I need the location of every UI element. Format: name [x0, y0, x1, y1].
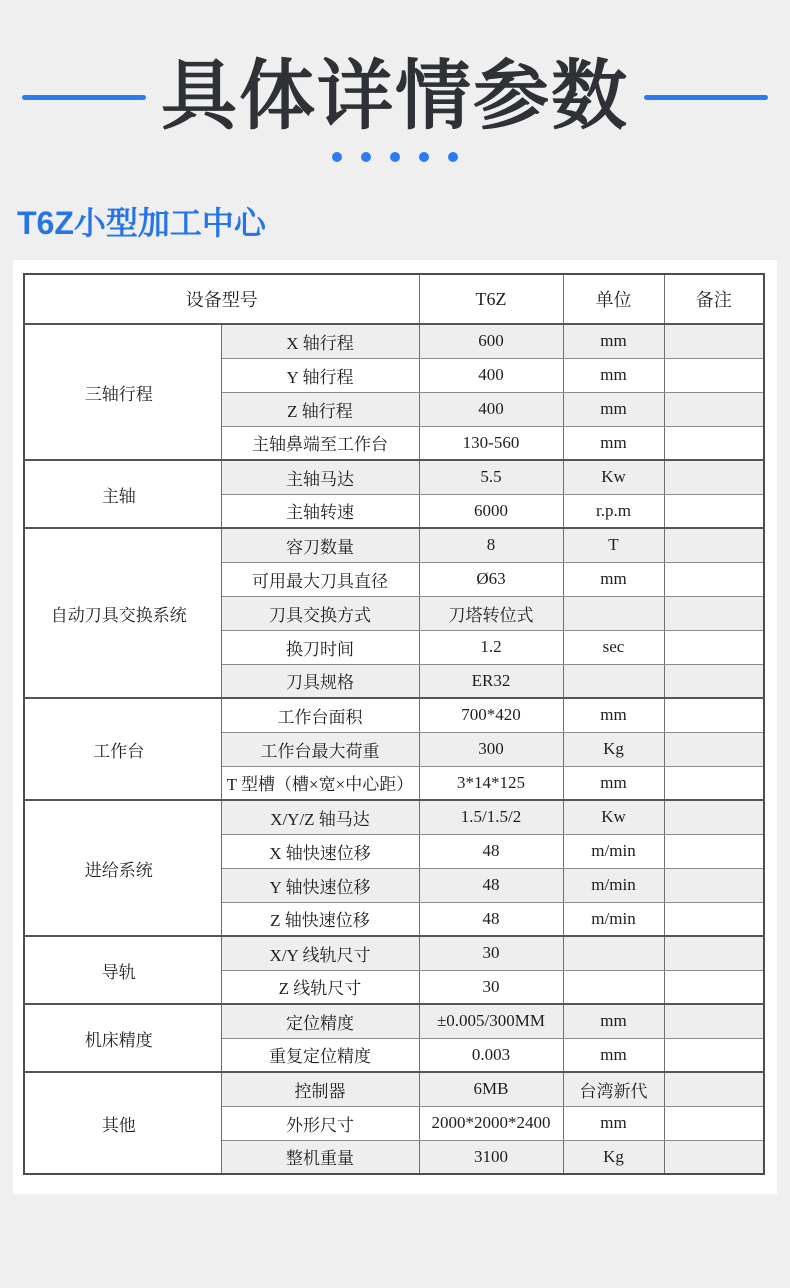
- spec-value-cell: 700*420: [419, 698, 563, 732]
- dot-icon: [419, 152, 429, 162]
- spec-item-cell: X/Y 线轨尺寸: [221, 936, 419, 970]
- spec-unit-cell: mm: [563, 1038, 664, 1072]
- dot-icon: [361, 152, 371, 162]
- spec-unit-cell: Kg: [563, 732, 664, 766]
- header-unit-label-cell: 单位: [563, 274, 664, 324]
- spec-item-cell: 外形尺寸: [221, 1106, 419, 1140]
- category-cell: 机床精度: [24, 1004, 221, 1072]
- dot-icon: [390, 152, 400, 162]
- spec-item-cell: 换刀时间: [221, 630, 419, 664]
- table-row: [24, 800, 764, 834]
- spec-unit-cell: Kg: [563, 1140, 664, 1174]
- spec-item-cell: 工作台面积: [221, 698, 419, 732]
- spec-unit-cell: [563, 664, 664, 698]
- spec-remark-cell: [664, 766, 764, 800]
- spec-value-cell: Ø63: [419, 562, 563, 596]
- header-model-label-cell: 设备型号: [24, 274, 419, 324]
- spec-item-cell: Z 轴快速位移: [221, 902, 419, 936]
- spec-value-cell: 130-560: [419, 426, 563, 460]
- table-row: [24, 1004, 764, 1038]
- spec-unit-cell: T: [563, 528, 664, 562]
- page-title: 具体详情参数: [161, 54, 629, 139]
- spec-remark-cell: [664, 528, 764, 562]
- spec-value-cell: ER32: [419, 664, 563, 698]
- spec-remark-cell: [664, 732, 764, 766]
- spec-remark-cell: [664, 698, 764, 732]
- spec-remark-cell: [664, 970, 764, 1004]
- spec-remark-cell: [664, 936, 764, 970]
- header-model-value-cell: T6Z: [419, 274, 563, 324]
- title-line-right: [644, 95, 768, 100]
- spec-unit-cell: mm: [563, 1004, 664, 1038]
- spec-remark-cell: [664, 1038, 764, 1072]
- spec-unit-cell: Kw: [563, 800, 664, 834]
- spec-value-cell: 30: [419, 970, 563, 1004]
- spec-value-cell: 48: [419, 868, 563, 902]
- spec-item-cell: 重复定位精度: [221, 1038, 419, 1072]
- spec-value-cell: 0.003: [419, 1038, 563, 1072]
- category-cell: 进给系统: [24, 800, 221, 936]
- spec-item-cell: 容刀数量: [221, 528, 419, 562]
- spec-unit-cell: sec: [563, 630, 664, 664]
- spec-remark-cell: [664, 494, 764, 528]
- spec-value-cell: 刀塔转位式: [419, 596, 563, 630]
- spec-item-cell: 主轴转速: [221, 494, 419, 528]
- spec-unit-cell: [563, 596, 664, 630]
- spec-item-cell: X/Y/Z 轴马达: [221, 800, 419, 834]
- spec-remark-cell: [664, 1072, 764, 1106]
- spec-remark-cell: [664, 562, 764, 596]
- category-cell: 主轴: [24, 460, 221, 528]
- spec-value-cell: 300: [419, 732, 563, 766]
- spec-unit-cell: mm: [563, 324, 664, 358]
- spec-unit-cell: mm: [563, 1106, 664, 1140]
- spec-value-cell: 6MB: [419, 1072, 563, 1106]
- spec-item-cell: 刀具交换方式: [221, 596, 419, 630]
- table-header-row: [24, 274, 764, 324]
- spec-unit-cell: mm: [563, 698, 664, 732]
- spec-remark-cell: [664, 426, 764, 460]
- spec-item-cell: X 轴行程: [221, 324, 419, 358]
- spec-unit-cell: r.p.m: [563, 494, 664, 528]
- spec-unit-cell: mm: [563, 766, 664, 800]
- spec-unit-cell: [563, 970, 664, 1004]
- spec-unit-cell: mm: [563, 358, 664, 392]
- spec-unit-cell: mm: [563, 562, 664, 596]
- spec-unit-cell: mm: [563, 392, 664, 426]
- spec-remark-cell: [664, 358, 764, 392]
- category-cell: 其他: [24, 1072, 221, 1174]
- spec-item-cell: Z 轴行程: [221, 392, 419, 426]
- spec-value-cell: 48: [419, 902, 563, 936]
- spec-remark-cell: [664, 834, 764, 868]
- spec-value-cell: 1.5/1.5/2: [419, 800, 563, 834]
- spec-unit-cell: m/min: [563, 834, 664, 868]
- spec-item-cell: 控制器: [221, 1072, 419, 1106]
- category-cell: 三轴行程: [24, 324, 221, 460]
- spec-value-cell: 600: [419, 324, 563, 358]
- spec-value-cell: 2000*2000*2400: [419, 1106, 563, 1140]
- spec-value-cell: 1.2: [419, 630, 563, 664]
- spec-value-cell: 48: [419, 834, 563, 868]
- spec-card: [13, 260, 777, 1194]
- spec-unit-cell: Kw: [563, 460, 664, 494]
- spec-unit-cell: m/min: [563, 902, 664, 936]
- spec-remark-cell: [664, 1106, 764, 1140]
- table-row: [24, 324, 764, 358]
- spec-unit-cell: [563, 936, 664, 970]
- spec-item-cell: 整机重量: [221, 1140, 419, 1174]
- spec-value-cell: 30: [419, 936, 563, 970]
- table-row: [24, 936, 764, 970]
- spec-item-cell: X 轴快速位移: [221, 834, 419, 868]
- title-line-left: [22, 95, 146, 100]
- table-row: [24, 460, 764, 494]
- spec-value-cell: 6000: [419, 494, 563, 528]
- category-cell: 自动刀具交换系统: [24, 528, 221, 698]
- spec-remark-cell: [664, 392, 764, 426]
- spec-remark-cell: [664, 460, 764, 494]
- product-subtitle: T6Z小型加工中心: [17, 205, 266, 241]
- spec-remark-cell: [664, 324, 764, 358]
- spec-remark-cell: [664, 902, 764, 936]
- spec-table: [23, 273, 765, 1175]
- dot-icon: [332, 152, 342, 162]
- spec-unit-cell: 台湾新代: [563, 1072, 664, 1106]
- spec-value-cell: 8: [419, 528, 563, 562]
- spec-value-cell: 3*14*125: [419, 766, 563, 800]
- spec-item-cell: 工作台最大荷重: [221, 732, 419, 766]
- spec-item-cell: 刀具规格: [221, 664, 419, 698]
- spec-unit-cell: mm: [563, 426, 664, 460]
- spec-item-cell: 可用最大刀具直径: [221, 562, 419, 596]
- spec-value-cell: 400: [419, 392, 563, 426]
- page-header: [0, 50, 790, 144]
- table-row: [24, 1072, 764, 1106]
- spec-remark-cell: [664, 664, 764, 698]
- spec-item-cell: 定位精度: [221, 1004, 419, 1038]
- spec-remark-cell: [664, 630, 764, 664]
- header-remark-label-cell: 备注: [664, 274, 764, 324]
- spec-value-cell: 5.5: [419, 460, 563, 494]
- spec-remark-cell: [664, 1004, 764, 1038]
- spec-remark-cell: [664, 1140, 764, 1174]
- spec-item-cell: Z 线轨尺寸: [221, 970, 419, 1004]
- category-cell: 工作台: [24, 698, 221, 800]
- spec-value-cell: 3100: [419, 1140, 563, 1174]
- title-dots-decoration: [0, 152, 790, 162]
- spec-item-cell: T 型槽（槽×宽×中心距）: [221, 766, 419, 800]
- spec-remark-cell: [664, 800, 764, 834]
- spec-unit-cell: m/min: [563, 868, 664, 902]
- spec-value-cell: 400: [419, 358, 563, 392]
- spec-item-cell: 主轴鼻端至工作台: [221, 426, 419, 460]
- dot-icon: [448, 152, 458, 162]
- spec-item-cell: 主轴马达: [221, 460, 419, 494]
- spec-item-cell: Y 轴快速位移: [221, 868, 419, 902]
- table-row: [24, 528, 764, 562]
- spec-remark-cell: [664, 596, 764, 630]
- spec-item-cell: Y 轴行程: [221, 358, 419, 392]
- spec-value-cell: ±0.005/300MM: [419, 1004, 563, 1038]
- spec-remark-cell: [664, 868, 764, 902]
- category-cell: 导轨: [24, 936, 221, 1004]
- table-row: [24, 698, 764, 732]
